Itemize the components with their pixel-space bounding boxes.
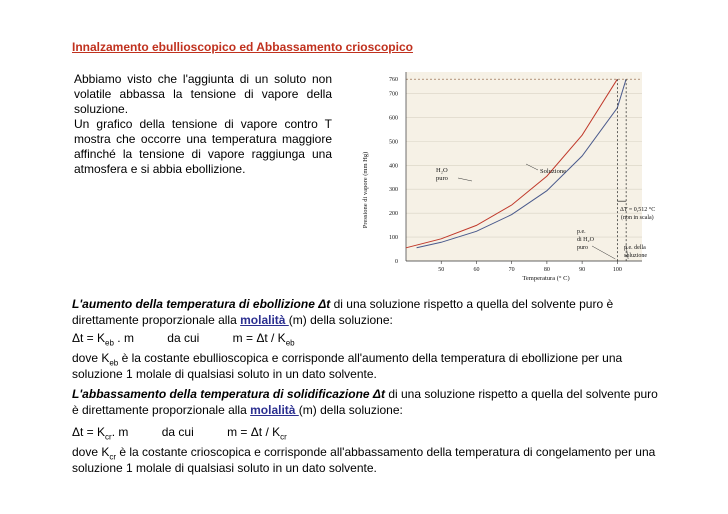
boiling-text-1: di una soluzione rispetto a quella del solvente puro è direttamente proporzionale alla xyxy=(72,297,614,327)
bp-water-label-1: p.e. xyxy=(577,229,586,235)
y-tick-label-600: 600 xyxy=(389,115,398,122)
boiling-def-1: dove K xyxy=(72,351,110,365)
y-tick-label-200: 200 xyxy=(389,211,398,218)
molality-link[interactable]: molalità xyxy=(240,313,289,327)
freezing-heading: L'abbassamento della temperatura di solidificazione Δt xyxy=(72,387,385,401)
section-freezing xyxy=(72,386,660,418)
intro-text xyxy=(74,72,332,177)
freezing-def-2: è la costante crioscopica e corrisponde all'abbassamento della temperatura di congelamento per una soluzione 1 molale di qualsiasi soluto in un dato solvente. xyxy=(72,445,656,475)
molality-link-2[interactable]: molalità xyxy=(250,403,299,417)
intro-paragraph-1: Abbiamo visto che l'aggiunta di un soluto non volatile abbassa la tensione di vapore della soluzione. xyxy=(74,72,332,116)
y-tick-label-400: 400 xyxy=(389,163,398,170)
water-curve-label-2: puro xyxy=(436,175,448,182)
freezing-formula-da-cui: da cui xyxy=(161,425,194,439)
y-tick-label-760: 760 xyxy=(389,77,398,84)
x-tick-label-90: 90 xyxy=(579,267,586,273)
y-tick-label-100: 100 xyxy=(389,235,398,242)
freezing-paragraph xyxy=(72,386,660,418)
boiling-formula xyxy=(72,330,660,346)
freezing-formula-b: . m xyxy=(111,425,129,439)
section-boiling xyxy=(72,296,660,328)
boiling-def-sub: eb xyxy=(109,358,119,368)
delta-t-note: (non in scala) xyxy=(621,215,654,221)
freezing-formula-d: m = Δt / K xyxy=(227,425,281,439)
boiling-formula-d: m = Δt / K xyxy=(232,331,286,345)
bp-solution-label-2: soluzione xyxy=(624,253,647,259)
freezing-def-1: dove K xyxy=(72,445,110,459)
boiling-def-2: è la costante ebullioscopica e corrisponde all'aumento della temperatura di ebollizione per una soluzione 1 molale di qualsiasi soluto in un dato solvente. xyxy=(72,351,623,381)
bp-water-label-2: di H₂O xyxy=(577,237,594,243)
x-tick-label-80: 80 xyxy=(543,267,550,273)
freezing-formula-sub2: cr xyxy=(280,432,287,442)
delta-t-label: ΔT = 0,512 °C xyxy=(620,207,656,213)
water-curve-label-1: H₂O xyxy=(436,167,448,174)
boiling-formula-a: Δt = K xyxy=(72,331,106,345)
freezing-definition xyxy=(72,444,660,476)
freezing-formula-sub: cr xyxy=(105,432,112,442)
freezing-formula xyxy=(72,424,660,440)
y-tick-label-0: 0 xyxy=(395,259,398,265)
boiling-formula-b: . m xyxy=(113,331,134,345)
freezing-text-2: (m) della soluzione: xyxy=(298,403,403,417)
y-axis-label: Pressione di vapore (mm Hg) xyxy=(362,151,369,229)
boiling-text-2: (m) della soluzione: xyxy=(288,313,393,327)
y-tick-label-300: 300 xyxy=(389,187,398,194)
x-tick-label-50: 50 xyxy=(438,267,445,273)
x-tick-label-60: 60 xyxy=(473,267,480,273)
freezing-text-1: di una soluzione rispetto a quella del solvente puro è direttamente proporzionale alla xyxy=(72,387,658,417)
freezing-formula-a: Δt = K xyxy=(72,425,106,439)
boiling-heading: L'aumento della temperatura di ebollizione Δt xyxy=(72,297,331,311)
page-title: Innalzamento ebullioscopico ed Abbassamento crioscopico xyxy=(72,40,413,54)
boiling-formula-sub: eb xyxy=(105,338,114,348)
boiling-formula-da-cui: da cui xyxy=(167,331,200,345)
solution-curve-label: Soluzione xyxy=(540,168,566,175)
boiling-formula-sub2: eb xyxy=(285,338,295,348)
boiling-definition xyxy=(72,350,660,382)
bp-solution-label-1: p.e. della xyxy=(624,245,646,251)
y-tick-label-700: 700 xyxy=(389,91,398,98)
vapor-pressure-chart xyxy=(340,60,670,284)
boiling-paragraph xyxy=(72,296,660,328)
freezing-def-sub: cr xyxy=(109,452,117,462)
x-axis-label: Temperatura (° C) xyxy=(522,275,570,282)
bp-water-label-3: puro xyxy=(577,245,588,251)
x-tick-label-70: 70 xyxy=(508,267,515,273)
intro-paragraph-2: Un grafico della tensione di vapore contro T mostra che occorre una temperatura maggiore affinché la tensione di vapore raggiunga una atmosfera e si abbia ebollizione. xyxy=(74,117,332,176)
y-tick-label-500: 500 xyxy=(389,139,398,146)
x-tick-label-100: 100 xyxy=(612,267,622,273)
